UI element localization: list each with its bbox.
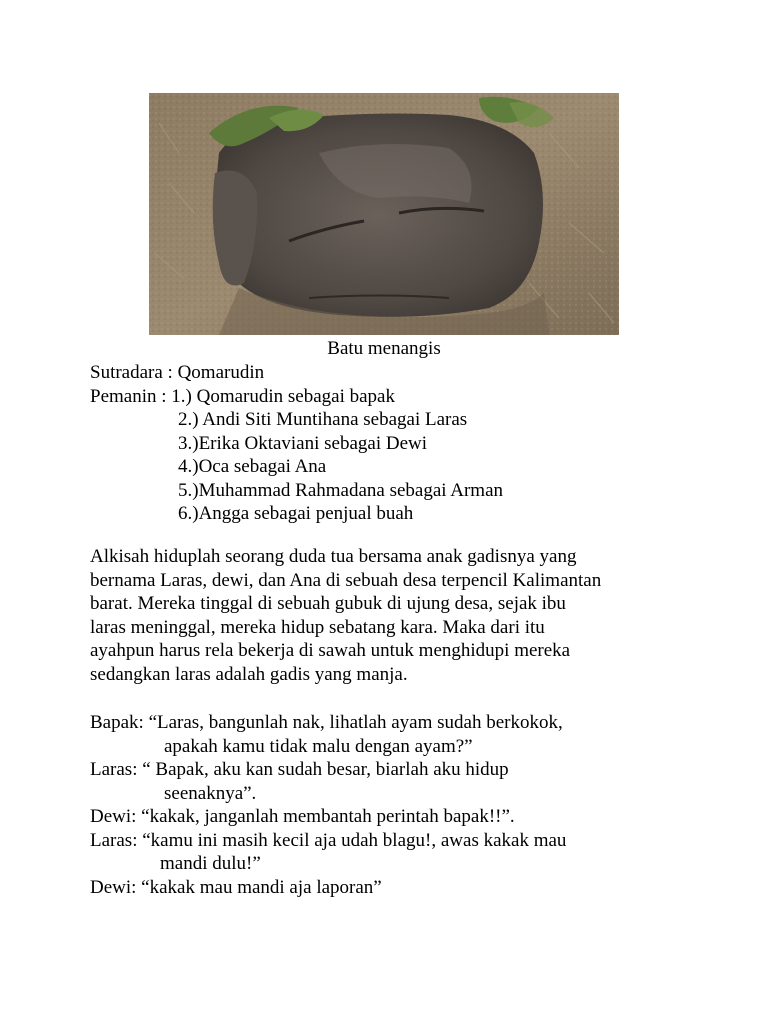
cast-line-4: 4.)Oca sebagai Ana xyxy=(178,456,327,477)
narrative-line: barat. Mereka tinggal di sebuah gubuk di ujung desa, sejak ibu xyxy=(90,593,566,614)
narrative-line: sedangkan laras adalah gadis yang manja. xyxy=(90,663,408,685)
director-line: Sutradara : Qomarudin xyxy=(90,362,265,383)
cast-line-2: 2.) Andi Siti Muntihana sebagai Laras xyxy=(178,409,468,430)
dialogue-line: Dewi: “kakak mau mandi aja laporan” xyxy=(90,876,382,898)
cast-line-5: 5.)Muhammad Rahmadana sebagai Arman xyxy=(178,479,504,501)
cast-line-3: 3.)Erika Oktaviani sebagai Dewi xyxy=(178,432,428,454)
dialogue-line: apakah kamu tidak malu dengan ayam?” xyxy=(164,735,473,757)
cast-line-6: 6.)Angga sebagai penjual buah xyxy=(178,503,414,524)
play-title: Batu menangis xyxy=(327,338,441,359)
dialogue-line: mandi dulu!” xyxy=(160,853,261,874)
narrative-line: Alkisah hiduplah seorang duda tua bersama anak gadisnya yang xyxy=(90,546,577,567)
narrative-line: bernama Laras, dewi, dan Ana di sebuah desa terpencil Kalimantan xyxy=(90,569,602,591)
narrative-paragraph xyxy=(90,545,601,686)
cast-line-1: Pemanin : 1.) Qomarudin sebagai bapak xyxy=(90,385,395,407)
narrative-line: laras meninggal, mereka hidup sebatang kara. Maka dari itu xyxy=(90,616,545,638)
credits-block xyxy=(90,361,503,526)
rock-photo xyxy=(149,93,619,335)
dialogue-line: Laras: “kamu ini masih kecil aja udah blagu!, awas kakak mau xyxy=(90,829,567,851)
dialogue-line: Dewi: “kakak, janganlah membantah perintah bapak!!”. xyxy=(90,806,515,827)
narrative-line: ayahpun harus rela bekerja di sawah untuk menghidupi mereka xyxy=(90,640,571,661)
dialogue-block xyxy=(90,711,566,899)
dialogue-line: Laras: “ Bapak, aku kan sudah besar, biarlah aku hidup xyxy=(90,759,509,780)
dialogue-line: Bapak: “Laras, bangunlah nak, lihatlah ayam sudah berkokok, xyxy=(90,712,563,733)
dialogue-line: seenaknya”. xyxy=(164,782,257,804)
